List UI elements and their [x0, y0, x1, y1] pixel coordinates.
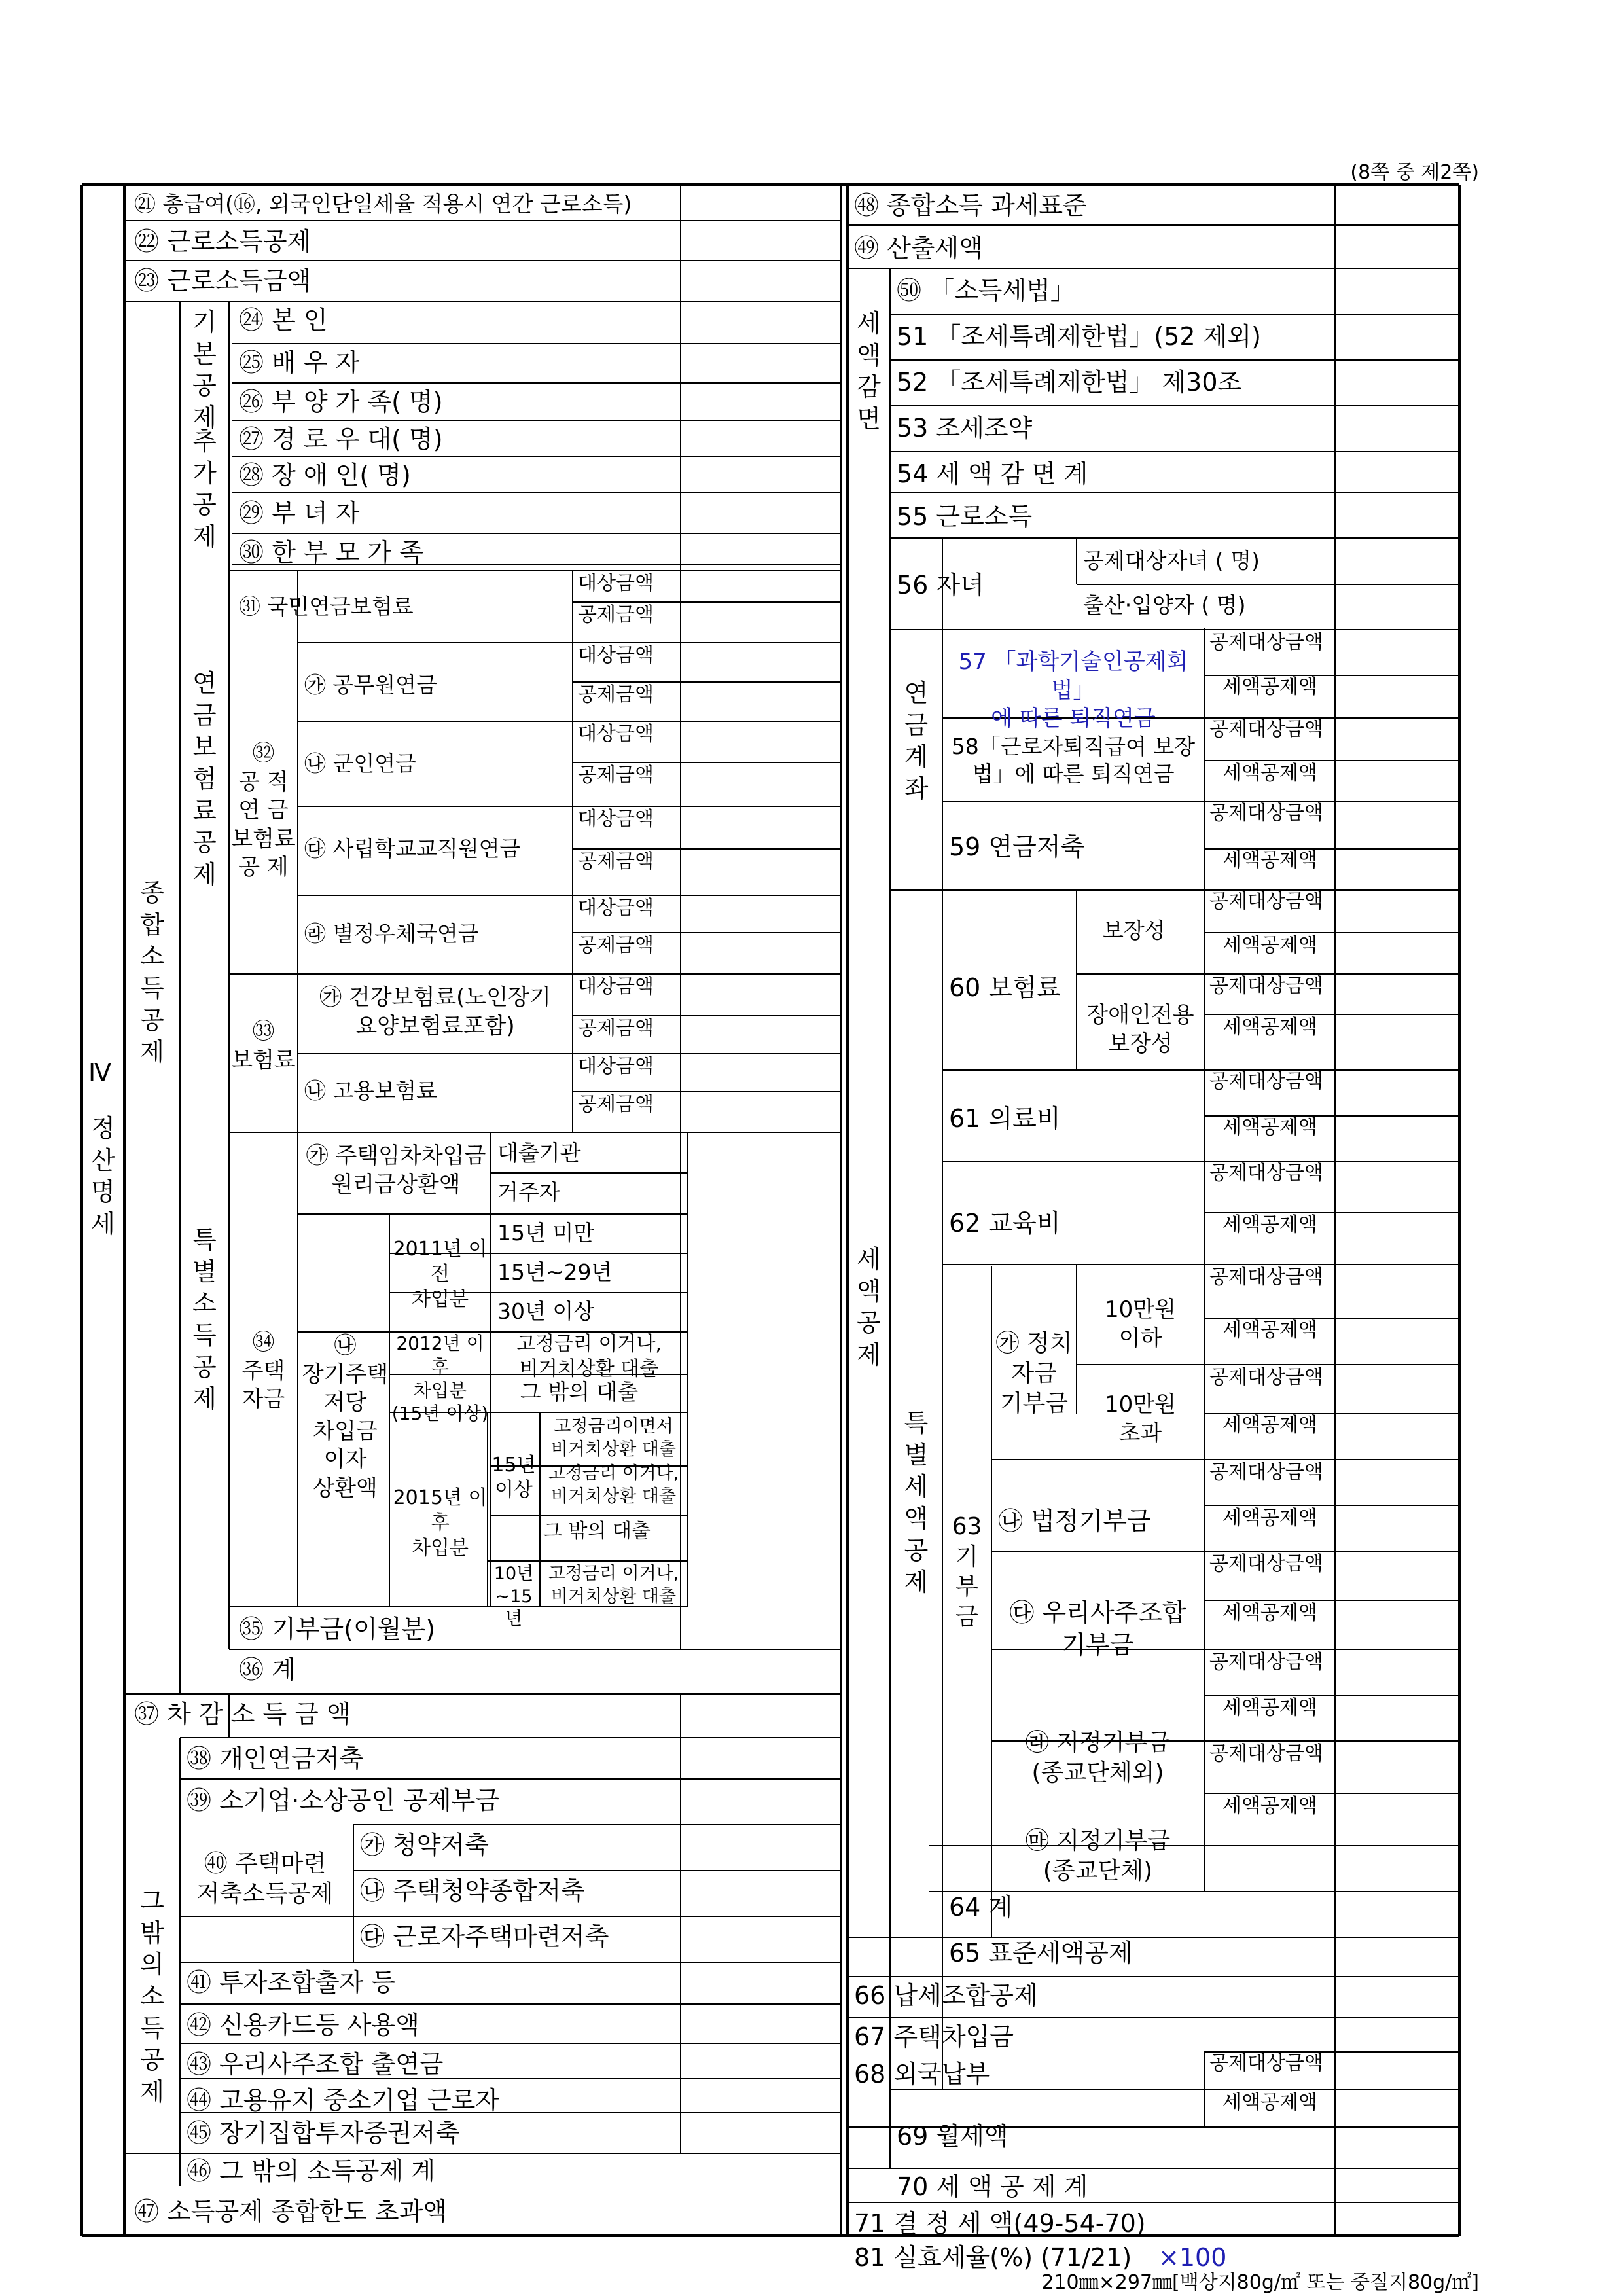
section-number: Ⅳ — [88, 1058, 112, 1087]
row-60: 60 보험료 — [949, 973, 1061, 1002]
row-40b: ㉯ 주택청약종합저축 — [360, 1876, 585, 1905]
group-pension: 연 금 보 험 료 공 제 — [192, 669, 217, 889]
row-64: 64 계 — [949, 1893, 1013, 1922]
row-32b: ㉯ 군인연금 — [304, 751, 417, 776]
deduction-amount-label: 공제금액 — [578, 850, 654, 873]
tax-credit-label: 세액공제액 — [1222, 1696, 1317, 1719]
group-special: 특 별 소 득 공 제 — [192, 1225, 217, 1414]
row-26: ㉖ 부 양 가 족( 명) — [239, 387, 443, 416]
row-70: 70 세 액 공 제 계 — [897, 2172, 1088, 2201]
row-43: ㊸ 우리사주조합 출연금 — [187, 2050, 444, 2079]
tax-credit-label: 세액공제액 — [1222, 2091, 1317, 2114]
row-23: ㉓ 근로소득금액 — [134, 266, 312, 295]
row-40a: ㉮ 청약저축 — [360, 1831, 489, 1859]
tax-credit-label: 세액공제액 — [1222, 1414, 1317, 1437]
row-65: 65 표준세액공제 — [949, 1939, 1133, 1967]
tax-credit-label: 세액공제액 — [1222, 675, 1317, 698]
group-pension-account: 연 금 계 좌 — [904, 679, 929, 803]
target-amount-label: 대상금액 — [578, 723, 654, 745]
row-59: 59 연금저축 — [949, 833, 1085, 861]
row-40: ㊵ 주택마련 저축소득공제 — [196, 1850, 334, 1908]
y2011-2: 15년~29년 — [497, 1259, 613, 1285]
group-credit: 세 액 공 제 — [857, 1245, 881, 1369]
credit-target-label: 공제대상금액 — [1209, 1162, 1323, 1185]
row-63b: ㉯ 법정기부금 — [998, 1507, 1151, 1535]
credit-target-label: 공제대상금액 — [1209, 1742, 1323, 1765]
row-61: 61 의료비 — [949, 1104, 1061, 1133]
tax-credit-label: 세액공제액 — [1222, 1507, 1317, 1530]
row-21: ㉑ 총급여(⑯, 외국인단일세율 적용시 연간 근로소득) — [134, 191, 632, 217]
row-33: ㉝ 보험료 — [231, 1018, 296, 1073]
y2015: 2015년 이후 차입분 — [393, 1486, 488, 1560]
row-57: 57 「과학기술인공제회법」 에 따른 퇴직연금 — [958, 649, 1188, 732]
credit-target-label: 공제대상금액 — [1209, 1070, 1323, 1093]
credit-target-label: 공제대상금액 — [1209, 802, 1323, 825]
target-amount-label: 대상금액 — [578, 572, 654, 595]
row-62: 62 교육비 — [949, 1209, 1061, 1238]
deduction-amount-label: 공제금액 — [578, 683, 654, 706]
tax-credit-label: 세액공제액 — [1222, 1602, 1317, 1624]
row-42: ㊷ 신용카드등 사용액 — [187, 2011, 419, 2039]
y2011-3: 30년 이상 — [497, 1299, 595, 1324]
group-basic: 기 본 공 제 — [192, 308, 217, 432]
row-46: ㊻ 그 밖의 소득공제 계 — [187, 2157, 435, 2185]
credit-target-label: 공제대상금액 — [1209, 718, 1323, 741]
over15: 15년 이상 — [491, 1454, 536, 1502]
group-reduction: 세 액 감 면 — [857, 309, 881, 433]
row-58: 58「근로자퇴직급여 보장 법」에 따른 퇴직연금 — [951, 734, 1196, 787]
row-33a: ㉮ 건강보험료(노인장기 요양보험료포함) — [319, 984, 551, 1039]
row-56: 56 자녀 — [897, 571, 984, 600]
credit-target-label: 공제대상금액 — [1209, 1651, 1323, 1674]
paper-spec-footer: 210㎜×297㎜[백상지80g/㎡ 또는 중질지80g/㎡] — [1041, 2271, 1479, 2294]
row-31: ㉛ 국민연금보험료 — [239, 594, 414, 619]
row-56a: 공제대상자녀 ( 명) — [1083, 548, 1260, 573]
target-amount-label: 대상금액 — [578, 644, 654, 667]
row-63: 63 기 부 금 — [952, 1513, 982, 1631]
credit-target-label: 공제대상금액 — [1209, 1366, 1323, 1389]
row-81-multiplier: ×100 — [1158, 2243, 1227, 2272]
deduction-amount-label: 공제금액 — [578, 603, 654, 626]
row-24: ㉔ 본 인 — [239, 306, 328, 334]
credit-target-label: 공제대상금액 — [1209, 1266, 1323, 1289]
row-63d: ㉱ 지정기부금 (종교단체외) — [1025, 1729, 1171, 1787]
row-41: ㊶ 투자조합출자 등 — [187, 1968, 396, 1997]
row-38: ㊳ 개인연금저축 — [187, 1744, 364, 1773]
row-63e: ㉲ 지정기부금 (종교단체) — [1025, 1827, 1171, 1885]
y2015-1: 고정금리이면서 비거치상환 대출 — [550, 1416, 677, 1460]
row-34b: ㉯ 장기주택 저당 차입금 이자 상환액 — [302, 1333, 389, 1501]
row-66: 66 납세조합공제 — [854, 1981, 1038, 2010]
credit-target-label: 공제대상금액 — [1209, 975, 1323, 997]
row-69: 69 월세액 — [897, 2122, 1008, 2151]
row-60b: 장애인전용 보장성 — [1086, 1002, 1194, 1057]
y2015-4: 고정금리 이거나, 비거치상환 대출 — [548, 1564, 679, 1607]
target-amount-label: 대상금액 — [578, 1055, 654, 1078]
row-28: ㉘ 장 애 인( 명) — [239, 461, 411, 490]
row-71: 71 결 정 세 액(49-54-70) — [854, 2209, 1146, 2238]
row-63a: ㉮ 정치 자금 기부금 — [995, 1330, 1073, 1418]
row-52: 52 「조세특례제한법」 제30조 — [897, 368, 1242, 397]
row-32a: ㉮ 공무원연금 — [304, 672, 437, 698]
deduction-amount-label: 공제금액 — [578, 1017, 654, 1040]
row-60a: 보장성 — [1103, 918, 1166, 943]
tax-credit-label: 세액공제액 — [1222, 934, 1317, 957]
row-25: ㉕ 배 우 자 — [239, 348, 360, 377]
group-additional: 추 가 공 제 — [192, 427, 217, 551]
row-33b: ㉯ 고용보험료 — [304, 1078, 437, 1103]
target-amount-label: 대상금액 — [578, 975, 654, 998]
deduction-amount-label: 공제금액 — [578, 764, 654, 787]
row-81: 81 실효세율(%) (71/21) — [854, 2243, 1132, 2272]
target-amount-label: 대상금액 — [578, 808, 654, 831]
label-resident: 거주자 — [497, 1179, 560, 1205]
row-32c: ㉰ 사립학교교직원연금 — [304, 836, 521, 861]
tax-credit-label: 세액공제액 — [1222, 762, 1317, 785]
row-37: ㊲ 차 감 소 득 금 액 — [134, 1700, 351, 1729]
row-44: ㊹ 고용유지 중소기업 근로자 — [187, 2086, 500, 2115]
credit-target-label: 공제대상금액 — [1209, 631, 1323, 654]
y2015-2: 고정금리 이거나, 비거치상환 대출 — [548, 1463, 679, 1507]
row-36: ㊱ 계 — [239, 1655, 296, 1684]
row-49: ㊾ 산출세액 — [854, 234, 983, 262]
row-22: ㉒ 근로소득공제 — [134, 227, 312, 256]
y2012-1: 고정금리 이거나, 비거치상환 대출 — [516, 1333, 662, 1381]
row-53: 53 조세조약 — [897, 414, 1033, 442]
label-lender: 대출기관 — [497, 1140, 581, 1166]
credit-target-label: 공제대상금액 — [1209, 1461, 1323, 1484]
tax-credit-label: 세액공제액 — [1222, 1213, 1317, 1236]
row-54: 54 세 액 감 면 계 — [897, 459, 1088, 488]
y2011: 2011년 이전 차입분 — [393, 1238, 488, 1311]
row-35: ㉟ 기부금(이월분) — [239, 1615, 435, 1643]
row-39: ㊴ 소기업·소상공인 공제부금 — [187, 1786, 500, 1815]
y2012: 2012년 이후 차입분 (15년 이상) — [391, 1333, 489, 1425]
row-32: ㉜ 공 적 연 금 보험료 공 제 — [231, 740, 296, 881]
credit-target-label: 공제대상금액 — [1209, 1552, 1323, 1575]
under-10: 10만원 이하 — [1105, 1297, 1176, 1352]
credit-target-label: 공제대상금액 — [1209, 2052, 1323, 2075]
group-comprehensive: 종 합 소 득 공 제 — [140, 878, 164, 1067]
row-34: ㉞ 주택 자금 — [241, 1329, 285, 1413]
row-32d: ㉱ 별정우체국연금 — [304, 921, 479, 946]
tax-credit-label: 세액공제액 — [1222, 1116, 1317, 1139]
over-10: 10만원 초과 — [1105, 1391, 1176, 1446]
credit-target-label: 공제대상금액 — [1209, 890, 1323, 913]
row-68: 68 외국납부 — [854, 2060, 990, 2089]
row-29: ㉙ 부 녀 자 — [239, 499, 360, 528]
tax-credit-label: 세액공제액 — [1222, 849, 1317, 872]
tax-credit-label: 세액공제액 — [1222, 1795, 1317, 1818]
y2011-1: 15년 미만 — [497, 1220, 595, 1246]
section-title: 정 산 명 세 — [91, 1114, 115, 1238]
y10to15: 10년 ~15년 — [493, 1564, 534, 1630]
row-55: 55 근로소득 — [897, 502, 1033, 531]
target-amount-label: 대상금액 — [578, 897, 654, 920]
row-27: ㉗ 경 로 우 대( 명) — [239, 425, 443, 454]
row-63c: ㉰ 우리사주조합 기부금 — [1009, 1598, 1186, 1659]
row-40c: ㉰ 근로자주택마련저축 — [360, 1922, 609, 1951]
deduction-amount-label: 공제금액 — [578, 934, 654, 957]
tax-credit-label: 세액공제액 — [1222, 1319, 1317, 1342]
row-56b: 출산·입양자 ( 명) — [1083, 592, 1246, 618]
y2015-3: 그 밖의 대출 — [543, 1520, 651, 1543]
row-47: ㊼ 소득공제 종합한도 초과액 — [134, 2197, 448, 2226]
row-51: 51 「조세특례제한법」(52 제외) — [897, 322, 1261, 351]
deduction-amount-label: 공제금액 — [578, 1093, 654, 1116]
row-45: ㊺ 장기집합투자증권저축 — [187, 2119, 460, 2147]
page-indicator: (8쪽 중 제2쪽) — [1350, 161, 1479, 184]
row-48: ㊽ 종합소득 과세표준 — [854, 191, 1087, 220]
group-other: 그 밖 의 소 득 공 제 — [140, 1886, 164, 2106]
row-50: ㊿ 「소득세법」 — [897, 276, 1075, 305]
row-34a: ㉮ 주택임차차입금 원리금상환액 — [306, 1143, 486, 1198]
row-67: 67 주택차입금 — [854, 2022, 1014, 2051]
y2012-2: 그 밖의 대출 — [520, 1379, 639, 1405]
group-special-credit: 특 별 세 액 공 제 — [904, 1408, 929, 1597]
tax-credit-label: 세액공제액 — [1222, 1016, 1317, 1039]
row-30: ㉚ 한 부 모 가 족 — [239, 538, 423, 567]
